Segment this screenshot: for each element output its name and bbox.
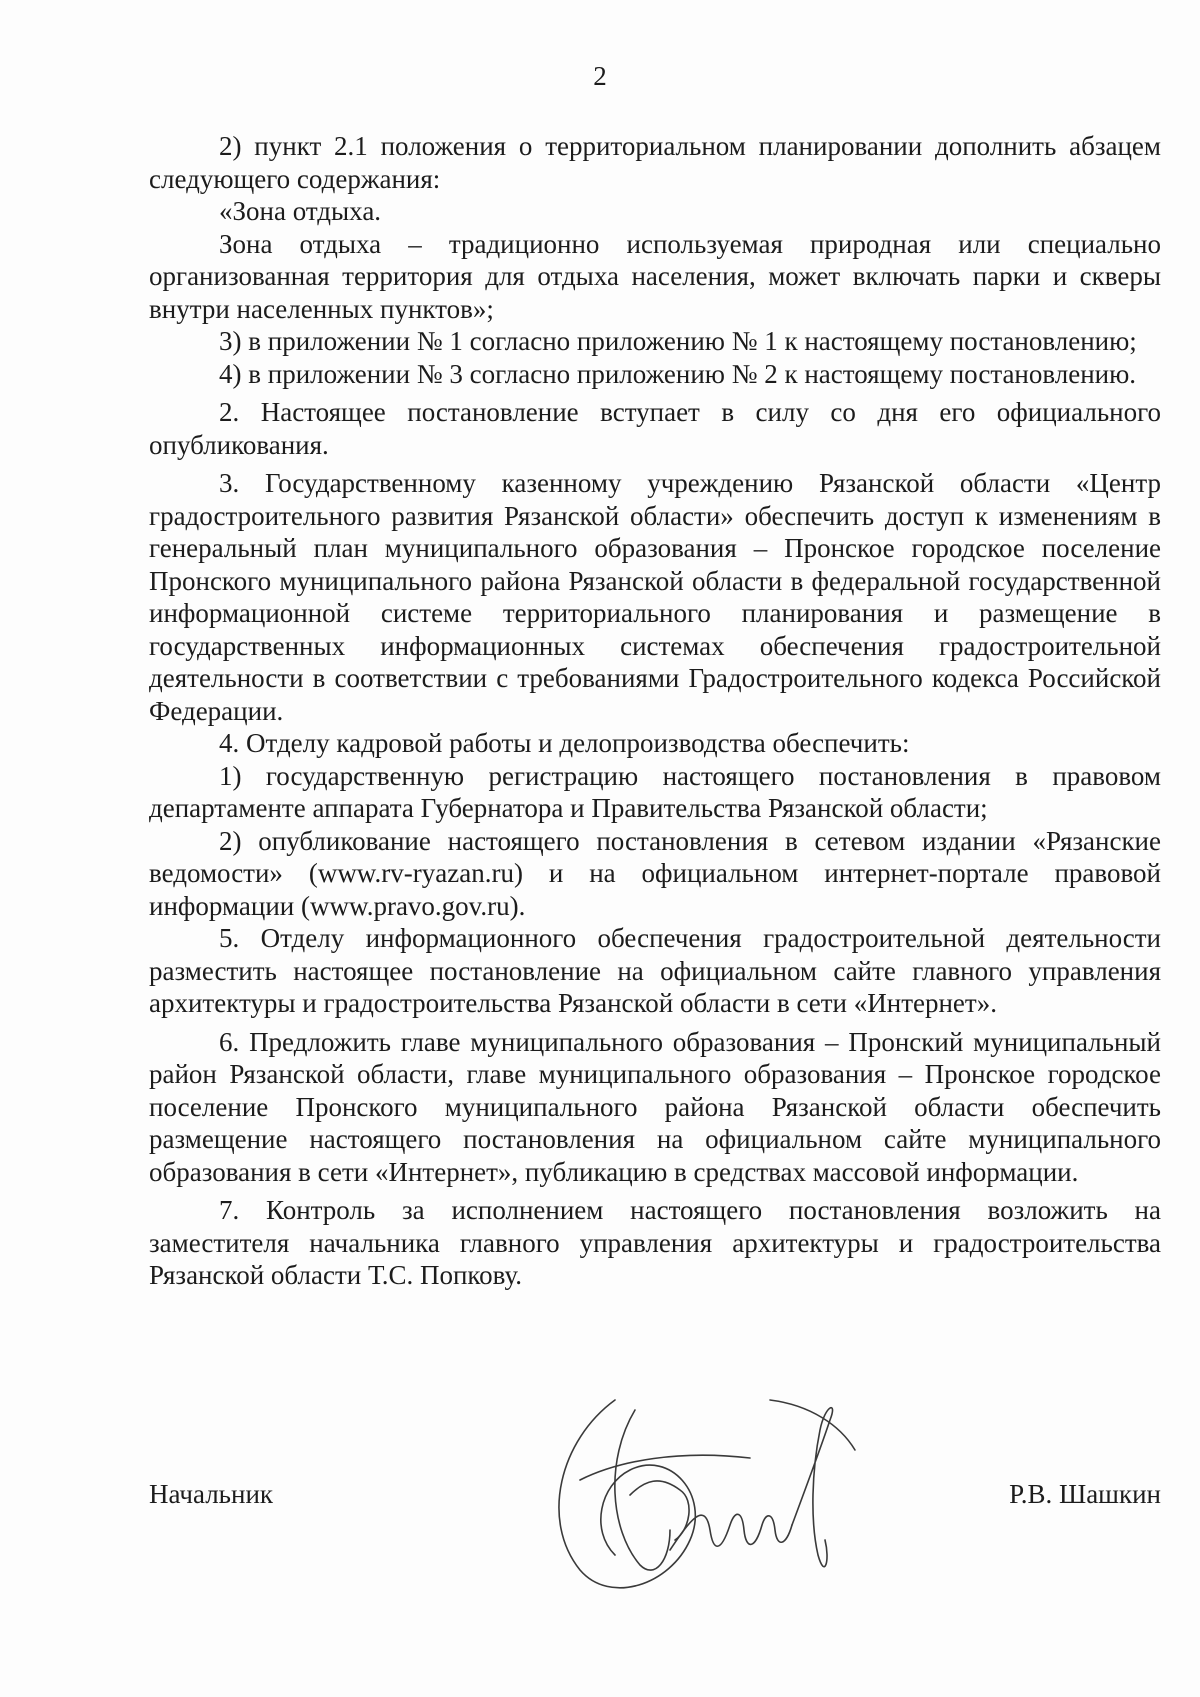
paragraph-item-2: 2) пункт 2.1 положения о территориальном планировании дополнить абзацем следующего содержания: bbox=[149, 131, 1161, 194]
signature-block bbox=[149, 1478, 1161, 1518]
paragraph-zone-heading: «Зона отдыха. bbox=[219, 196, 382, 226]
paragraph-clause-6: 6. Предложить главе муниципального образования – Пронский муниципальный район Рязанской области, главе муниципального образования – Пронское городское поселение Пронского муниципального района Рязанской области обеспечить размещение настоящего постановления на официальном сайте муниципального образования в сети «Интернет», публикацию в средствах массовой информации. bbox=[149, 1026, 1161, 1187]
document-body bbox=[149, 130, 1161, 1292]
paragraph-clause-4: 4. Отделу кадровой работы и делопроизводства обеспечить: bbox=[219, 728, 910, 758]
signatory-title: Начальник bbox=[149, 1479, 274, 1509]
paragraph-clause-2: 2. Настоящее постановление вступает в силу со дня его официального опубликования. bbox=[149, 397, 1161, 460]
paragraph-clause-4-sub-2: 2) опубликование настоящего постановления в сетевом издании «Рязанские ведомости» (www.rv-ryazan.ru) и на официальном интернет-портале правовой информации (www.pravo.gov.ru). bbox=[149, 825, 1161, 921]
paragraph-zone-definition: Зона отдыха – традиционно используемая природная или специально организованная территория для отдыха населения, может включать парки и скверы внутри населенных пунктов»; bbox=[149, 228, 1161, 324]
paragraph-clause-3: 3. Государственному казенному учреждению Рязанской области «Центр градостроительного развития Рязанской области» обеспечить доступ к изменениям в генеральный план муниципального образования – Пронское городское поселение Пронского муниципального района Рязанской области в федеральной государственной информационной системе территориального планирования и размещение в государственных информационных системах обеспечения градостроительной деятельности в соответствии с требованиями Градостроительного кодекса Российской Федерации. bbox=[149, 468, 1161, 726]
paragraph-clause-5: 5. Отделу информационного обеспечения градостроительной деятельности разместить настоящее постановление на официальном сайте главного управления архитектуры и градостроительства Рязанской области в сети «Интернет». bbox=[149, 923, 1161, 1018]
paragraph-item-4: 4) в приложении № 3 согласно приложению № 2 к настоящему постановлению. bbox=[219, 358, 1137, 389]
paragraph-clause-4-sub-1: 1) государственную регистрацию настоящего постановления в правовом департаменте аппарата Губернатора и Правительства Рязанской области; bbox=[149, 760, 1161, 823]
signatory-name: Р.В. Шашкин bbox=[1009, 1479, 1161, 1509]
paragraph-clause-7: 7. Контроль за исполнением настоящего постановления возложить на заместителя начальника главного управления архитектуры и градостроительства Рязанской области Т.С. Попкову. bbox=[149, 1195, 1161, 1290]
page-number: 2 bbox=[593, 61, 607, 91]
paragraph-item-3: 3) в приложении № 1 согласно приложению № 1 к настоящему постановлению; bbox=[219, 326, 1137, 356]
